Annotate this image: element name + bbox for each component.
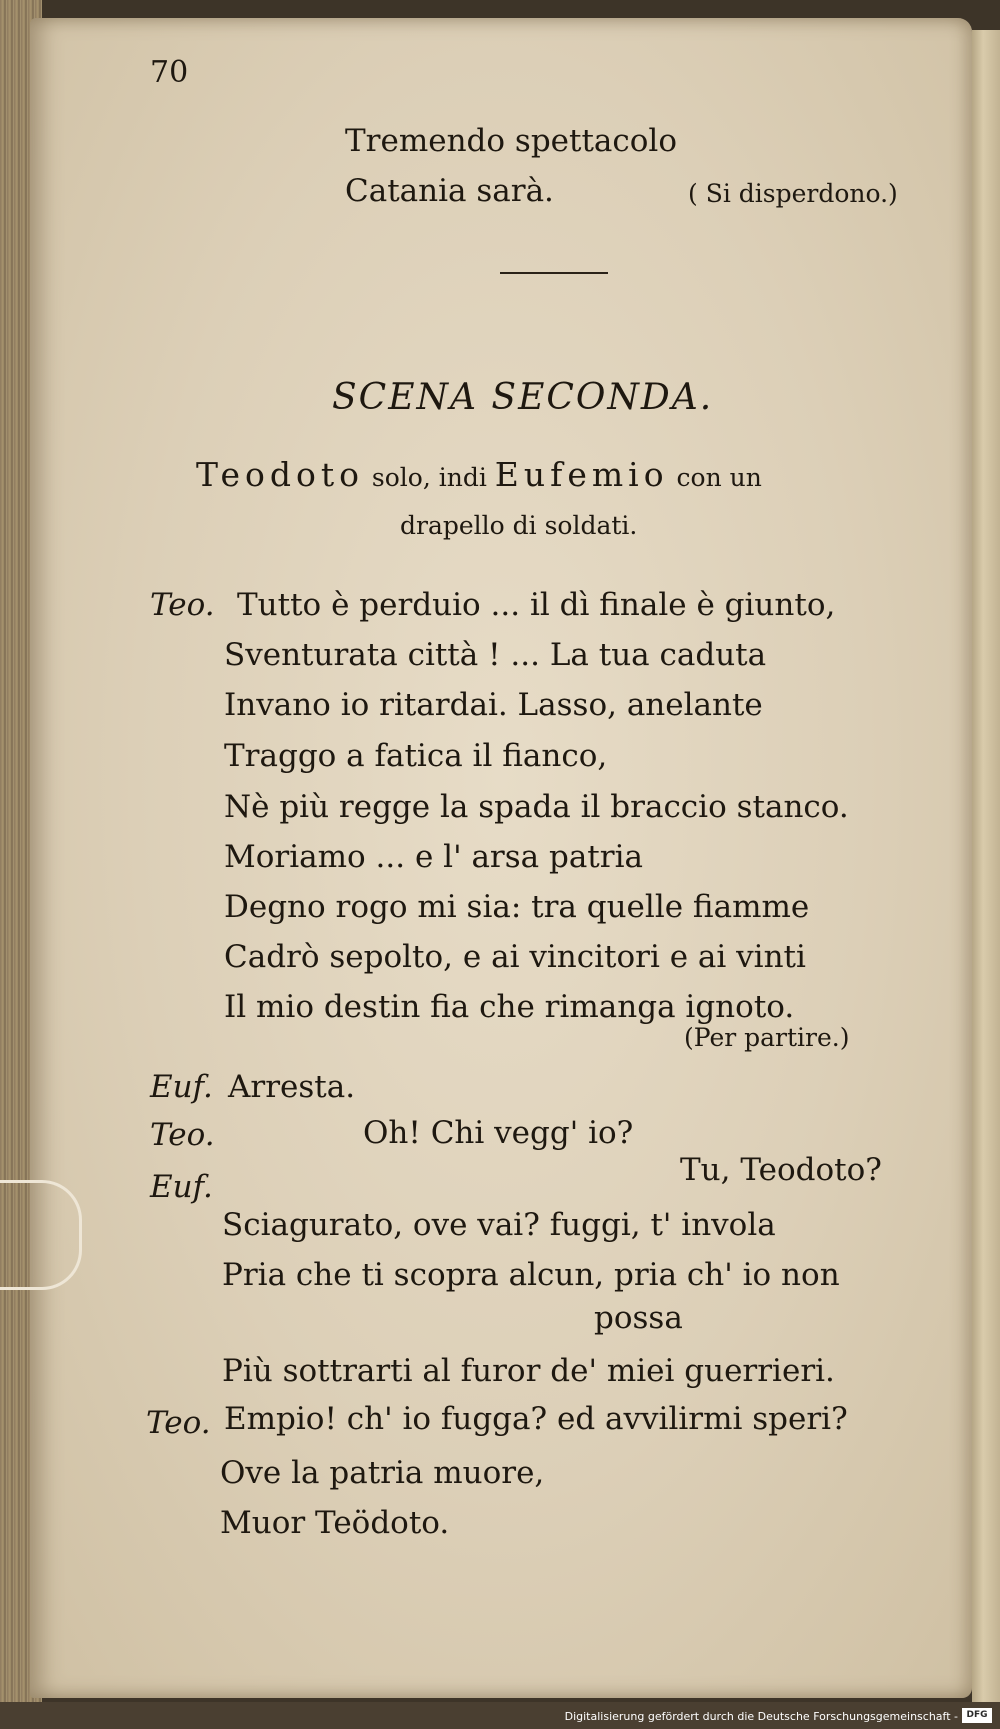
dialogue-line: Muor Teödoto. [220, 1505, 450, 1541]
dialogue-line: Traggo a fatica il fianco, [224, 738, 608, 774]
dialogue-line: Ove la patria muore, [220, 1455, 545, 1491]
dfg-logo: DFG [962, 1708, 992, 1723]
speaker-label: Euf. [150, 1069, 213, 1105]
character-note: solo, indi [363, 463, 495, 492]
dialogue-line: Oh! Chi vegg' io? [363, 1115, 634, 1151]
book-right-page-edge [972, 30, 1000, 1710]
speaker-label: Teo. [150, 587, 215, 623]
scene-title: SCENA SECONDA. [332, 377, 714, 418]
dialogue-line: possa [594, 1300, 683, 1336]
dialogue-line: Pria che ti scopra alcun, pria ch' io non [222, 1257, 840, 1293]
character-name: Teodoto [196, 455, 364, 494]
dialogue-line: Tutto è perduio ... il dì finale è giunto, [237, 587, 836, 623]
verse-line: Tremendo spettacolo [345, 123, 678, 159]
dialogue-line: Nè più regge la spada il braccio stanco. [224, 789, 849, 825]
character-list [196, 455, 762, 494]
speaker-label: Euf. [150, 1169, 213, 1205]
speaker-label: Teo. [146, 1405, 211, 1441]
verse-line: Catania sarà. [345, 173, 554, 209]
dialogue-line: Cadrò sepolto, e ai vincitori e ai vinti [224, 939, 806, 975]
dialogue-line: Moriamo ... e l' arsa patria [224, 839, 643, 875]
dialogue-line: Degno rogo mi sia: tra quelle fiamme [224, 889, 810, 925]
speaker-label: Teo. [150, 1117, 215, 1153]
dialogue-line: Sventurata città ! ... La tua caduta [224, 637, 767, 673]
dialogue-line: Arresta. [228, 1069, 356, 1105]
stage-direction: ( Si disperdono.) [688, 179, 898, 208]
dialogue-line: Più sottrarti al furor de' miei guerrieri. [222, 1353, 835, 1389]
dialogue-line: Empio! ch' io fugga? ed avvilirmi speri? [224, 1401, 848, 1437]
dialogue-line: Il mio destin fia che rimanga ignoto. [224, 989, 795, 1025]
digitization-credit: Digitalisierung gefördert durch die Deutsche Forschungsgemeinschaft - [564, 1710, 958, 1723]
character-name: Eufemio [494, 455, 669, 494]
dialogue-line: Invano io ritardai. Lasso, anelante [224, 687, 763, 723]
character-list-continued: drapello di soldati. [400, 511, 638, 540]
page-number: 70 [150, 55, 189, 90]
page-clip [0, 1180, 82, 1290]
dialogue-line: Sciagurato, ove vai? fuggi, t' invola [222, 1207, 776, 1243]
section-divider [500, 272, 608, 274]
dialogue-line: Tu, Teodoto? [680, 1152, 882, 1188]
character-note: con un [668, 463, 762, 492]
stage-direction: (Per partire.) [684, 1023, 850, 1052]
